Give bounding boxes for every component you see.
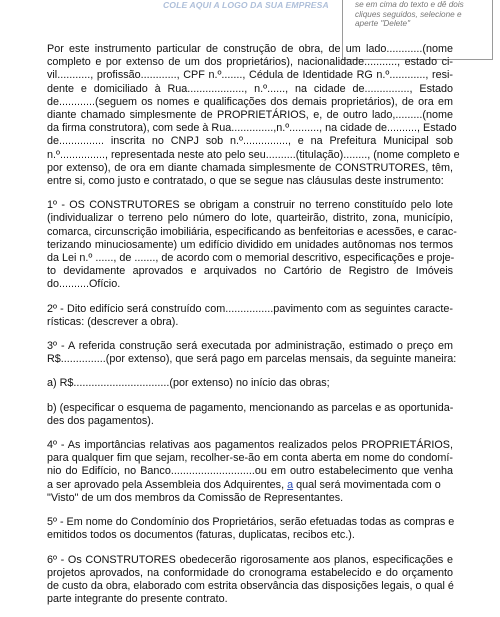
text-line: 4º - As importâncias relativas aos pagamentos realizados pelos PROPRIETÁRIOS, (47, 439, 453, 452)
text-line (47, 479, 453, 492)
text-line: b) (especificar o esquema de pagamento, mencionando as parcelas e as oportunida- (47, 401, 454, 414)
tip-line: cliques seguidos, selecione e (355, 9, 462, 19)
text-line: Por este instrumento particular de construção de obra, de um lado............(nome (47, 43, 453, 55)
clause-6 (47, 554, 453, 607)
text-line: to devidamente aprovados e arquivados no Cartório de Registro de Imóveis (47, 265, 453, 278)
text-line: terizando minuciosamente) um edifício dividido em unidades autônomas nos termos (47, 238, 453, 251)
text-line: projetos aprovados, na conformidade do cronograma estabelecido e do orçamento (47, 566, 453, 579)
payment-item-b (47, 402, 453, 428)
text-line: entre si, como justo e contratado, o que se segue nas cláusulas deste instrumento: (47, 175, 444, 188)
text-line: da firma construtora), com sede à Rua..............,n.º.........., na cidade de.........., Estado (47, 122, 457, 135)
text-line: de............(seguem os nomes e qualificações dos demais proprietários), de ora em (47, 95, 453, 108)
text-line: por extenso), de ora em diante chamada simplesmente de CONSTRUTORES, têm, (47, 161, 453, 174)
text-line: 5º - Em nome do Condomínio dos Proprietários, serão efetuadas todas as compras e (47, 516, 455, 529)
text-line: "Visto" de um dos membros da Comissão de Representantes. (47, 491, 344, 504)
tip-line: se em cima do texto e dê dois (355, 0, 464, 9)
payment-item-a (47, 377, 453, 390)
text-line: dente e domiciliado à Rua..................., n.º......, na cidade de..............., Estado (47, 82, 453, 95)
text-line: 1º - OS CONSTRUTORES se obrigam a construir no terreno constituído pelo lote (47, 199, 453, 212)
text-line: parte integrante do presente contrato. (47, 593, 228, 606)
text-line: 3º - A referida construção será executada por administração, estimado o preço em (47, 340, 453, 353)
clause-2 (47, 303, 453, 329)
text-line: 2º - Dito edifício será construído com................pavimento com as seguintes caracte- (47, 302, 453, 315)
contract-body (47, 43, 460, 617)
text-line: vil..........., profissão............, CPF n.º......., Cédula de Identidade RG n.º............, resi- (47, 69, 453, 82)
text-segment: a ser aprovado pela Assembleia dos Adquirentes, (47, 478, 288, 491)
text-line: n.º..............., representada neste ato pelo seu..........(titulação)........, (nome completo e (47, 148, 460, 161)
text-line: de............... inscrita no CNPJ sob n.º..............., e na Prefeitura Municipal sob (47, 135, 453, 148)
clause-4 (47, 439, 453, 505)
text-line: a) R$................................(por extenso) no início das obras; (47, 377, 330, 390)
clause-1 (47, 199, 457, 291)
intro-paragraph (47, 43, 460, 188)
text-line: rísticas: (descrever a obra). (47, 315, 179, 328)
text-line: (individualizar o terreno pelo número do lote, quarteirão, distrito, zona, município, (47, 212, 453, 225)
text-line: para qualquer fim que sejam, recolher-se-ão em conta aberta em nome do condomí- (47, 452, 453, 465)
clause-3 (47, 340, 457, 366)
text-line: des dos pagamentos). (47, 414, 154, 427)
text-line: nio do Edifício, no Banco............................ou em outro estabelecimento que venha (47, 465, 453, 478)
text-line: 6º - Os CONSTRUTORES obedecerão rigorosamente aos planos, especificações e (47, 553, 453, 566)
text-line: R$...............(por extenso), que será pago em parcelas mensais, da seguinte maneira: (47, 353, 457, 366)
text-line: comarca, circunscrição imobiliária, especificando as benfeitorias e acessões, e carac- (47, 225, 457, 238)
logo-placeholder-text: COLE AQUI A LOGO DA SUA EMPRESA (163, 0, 329, 10)
text-line: de custo da obra, elaborado com estrita observância das disposições legais, o qual é (47, 579, 454, 592)
text-line: da Lei n.º ......, de ......., de acordo com o memorial descritivo, especificações e proje- (47, 252, 455, 265)
text-line: diante chamado simplesmente de PROPRIETÁRIOS, e, de outro lado,.........(nome (47, 109, 453, 122)
text-line: completo e por extenso de um dos proprietários), nacionalidade..........., estado ci- (47, 56, 453, 69)
text-line: emitidos todos os documentos (faturas, duplicatas, recibos etc.). (47, 529, 355, 542)
text-segment: qual será movimentada com o (293, 478, 441, 491)
tip-line: aperte "Delete" (355, 19, 410, 29)
clause-5 (47, 516, 453, 542)
text-line: do..........Ofício. (47, 278, 121, 291)
spellcheck-underlined-word: a (287, 478, 294, 491)
